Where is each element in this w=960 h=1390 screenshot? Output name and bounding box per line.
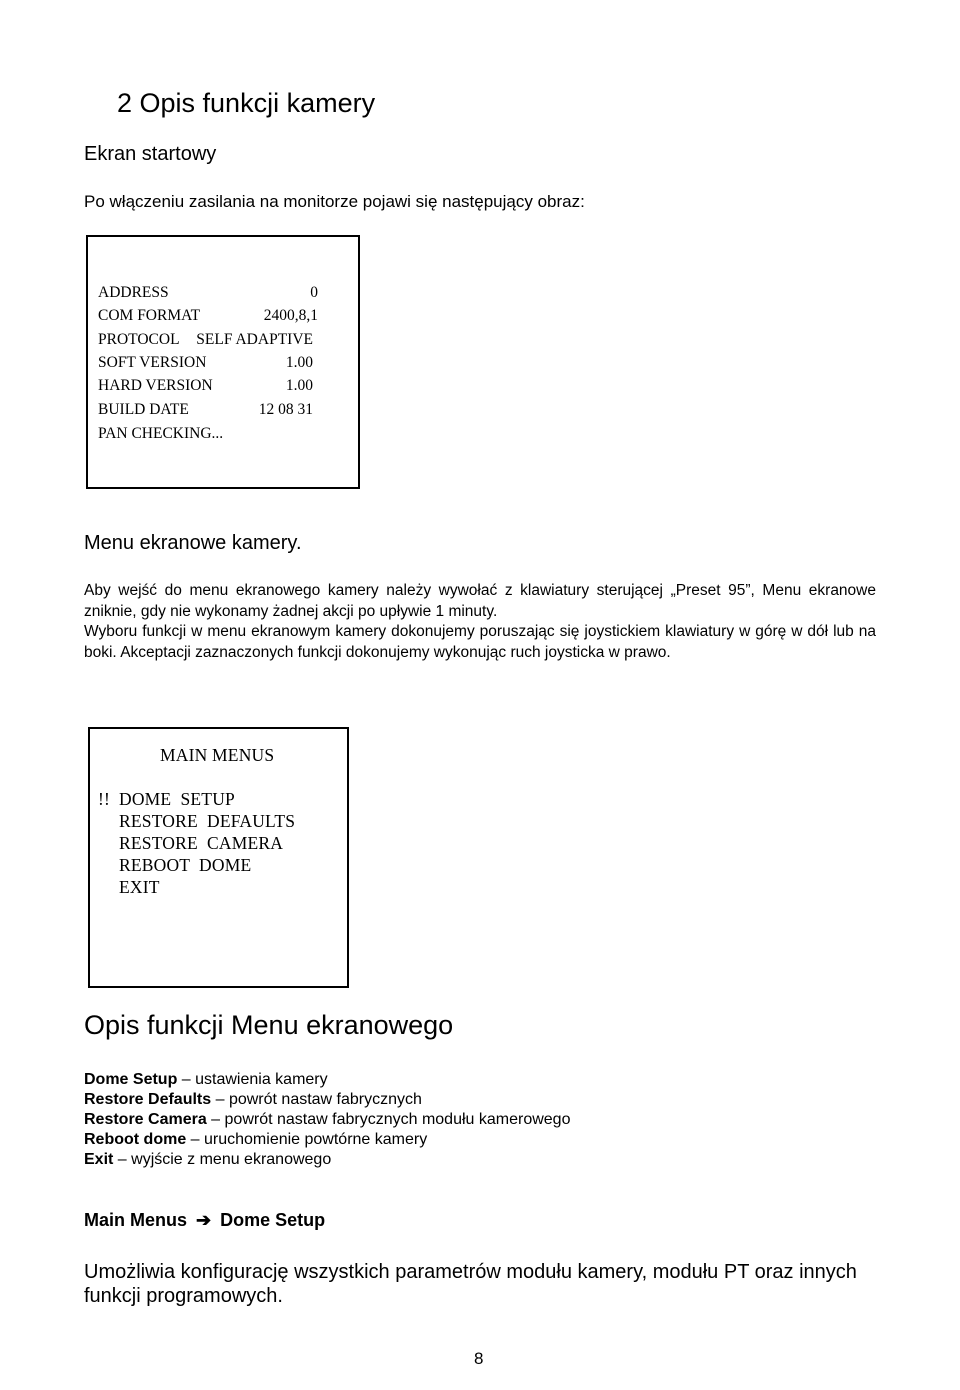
- function-desc: – uruchomienie powtórne kamery: [186, 1131, 428, 1148]
- function-desc: – ustawienia kamery: [177, 1071, 328, 1088]
- screen-value: 1.00: [285, 354, 313, 371]
- function-item: [84, 1151, 331, 1169]
- menu-paragraph: Wyboru funkcji w menu ekranowym kamery dokonujemy poruszając się joystickiem klawiatury w górę w dół lub na boki. Akceptacji zaznaczonych funkcji dokonujemy wykonując ruch joysticka w prawo.: [84, 623, 876, 661]
- screen-value: SELF ADAPTIVE: [196, 331, 313, 348]
- menu-item: RESTORE CAMERA: [119, 833, 284, 853]
- function-desc: – powrót nastaw fabrycznych: [211, 1091, 422, 1108]
- menu-item: REBOOT DOME: [119, 855, 252, 875]
- screen-label: PROTOCOL: [98, 331, 180, 348]
- section-heading-menu: Menu ekranowe kamery.: [84, 532, 302, 554]
- page-title: 2 Opis funkcji kamery: [117, 88, 376, 118]
- function-name: Dome Setup: [84, 1071, 178, 1088]
- function-item: [84, 1131, 427, 1149]
- section-heading-startup: Ekran startowy: [84, 143, 217, 165]
- function-item: [84, 1071, 328, 1089]
- section-heading-functions: Opis funkcji Menu ekranowego: [84, 1010, 454, 1040]
- function-name: Restore Defaults: [84, 1091, 212, 1108]
- screen-label: HARD VERSION: [98, 377, 213, 394]
- screen-label: BUILD DATE: [98, 401, 189, 418]
- startup-screen: [86, 235, 360, 489]
- arrow-right-icon: ➔: [196, 1210, 212, 1230]
- function-name: Reboot dome: [84, 1131, 187, 1148]
- page-number: 8: [474, 1349, 484, 1368]
- heading-main-menus: Main Menus: [84, 1210, 188, 1230]
- screen-label: COM FORMAT: [98, 307, 201, 324]
- screen-label: PAN CHECKING...: [98, 425, 224, 442]
- screen-value: 1.00: [285, 377, 313, 394]
- screen-label: SOFT VERSION: [98, 354, 207, 371]
- menu-cursor: !!: [98, 789, 111, 809]
- screen-value: 0: [310, 284, 318, 301]
- menu-item: EXIT: [119, 877, 160, 897]
- screen-value: 2400,8,1: [263, 307, 318, 324]
- main-menu-screen: [88, 727, 349, 988]
- menu-item: RESTORE DEFAULTS: [119, 811, 296, 831]
- function-item: [84, 1091, 422, 1109]
- function-item: [84, 1111, 570, 1129]
- menu-item: DOME SETUP: [119, 789, 235, 809]
- section-heading-dome-setup: [84, 1210, 325, 1231]
- screen-value: 12 08 31: [258, 401, 313, 418]
- heading-dome-setup: Dome Setup: [220, 1210, 326, 1230]
- function-name: Restore Camera: [84, 1111, 207, 1128]
- dome-setup-description: Umożliwia konfigurację wszystkich parametrów modułu kamery, modułu PT oraz innych funkcji programowych.: [84, 1261, 857, 1307]
- screen-label: ADDRESS: [98, 284, 169, 301]
- menu-title: MAIN MENUS: [160, 745, 275, 765]
- function-name: Exit: [84, 1151, 114, 1168]
- function-desc: – powrót nastaw fabrycznych modułu kamerowego: [206, 1111, 571, 1128]
- startup-intro-text: Po włączeniu zasilania na monitorze pojawi się następujący obraz:: [84, 192, 585, 211]
- menu-paragraph: Aby wejść do menu ekranowego kamery należy wywołać z klawiatury sterującej „Preset 95”, Menu ekranowe zniknie, gdy nie wykonamy żadnej akcji po upływie 1 minuty.: [84, 582, 876, 620]
- function-desc: – wyjście z menu ekranowego: [113, 1151, 332, 1168]
